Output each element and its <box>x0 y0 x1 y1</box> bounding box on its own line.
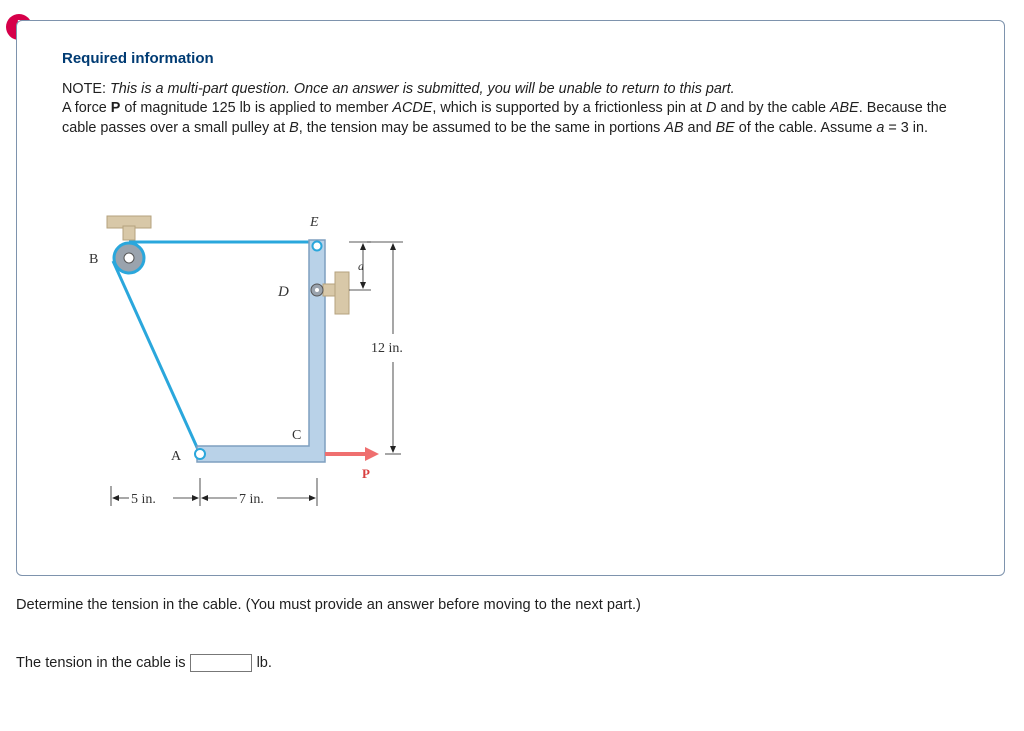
label-a: A <box>171 449 182 464</box>
pin-a <box>195 449 205 459</box>
dim-5-arrow-left <box>112 495 119 501</box>
label-12in: 12 in. <box>371 341 403 356</box>
dim-7-arrow-right <box>309 495 316 501</box>
mechanism-diagram <box>67 196 427 516</box>
pin-e <box>313 242 322 251</box>
required-information-title: Required information <box>62 50 214 67</box>
tension-answer-input[interactable] <box>190 654 252 672</box>
label-b: B <box>89 252 99 267</box>
required-information-panel <box>16 20 1005 576</box>
dim-a-arrow-up <box>360 243 366 250</box>
pin-d-hub <box>315 288 319 292</box>
dim-12-arrow-down <box>390 446 396 453</box>
label-e: E <box>310 215 319 230</box>
label-p: P <box>362 466 370 481</box>
dim-7-arrow-left <box>201 495 208 501</box>
force-symbol: P <box>110 100 121 117</box>
portion-ab: AB <box>664 119 684 136</box>
label-a-dim: a <box>358 259 364 273</box>
problem-statement <box>62 80 962 138</box>
variable-a: a <box>876 119 885 136</box>
pin-d-wall <box>335 272 349 314</box>
label-7in: 7 in. <box>239 492 264 507</box>
cable-ab <box>113 261 200 454</box>
member-acde <box>197 240 325 462</box>
question-text: Determine the tension in the cable. (You must provide an answer before moving to the next part.) <box>16 597 641 613</box>
note-line <box>62 80 962 99</box>
note-text: This is a multi-part question. Once an answer is submitted, you will be unable to return to this part. <box>109 81 735 97</box>
dim-12-arrow-up <box>390 243 396 250</box>
pin-name: D <box>705 100 717 117</box>
note-prefix: NOTE: <box>62 81 110 97</box>
portion-be: BE <box>715 119 735 136</box>
dim-a-arrow-down <box>360 282 366 289</box>
answer-unit: lb. <box>256 655 272 671</box>
problem-text: A force P of magnitude 125 lb is applied to member ACDE, which is supported by a frictionless pin at D and by the cable ABE. Because the cable passes over a small pulley at B, the tension may be assumed to be the same in portions AB and BE of the cable. Assume a = 3 in. <box>62 100 947 136</box>
dim-5-arrow-right <box>192 495 199 501</box>
pulley-support-post <box>123 226 135 240</box>
member-name: ACDE <box>392 100 433 117</box>
answer-prefix: The tension in the cable is <box>16 655 186 671</box>
answer-row <box>16 654 272 672</box>
force-p-arrowhead <box>365 447 379 461</box>
cable-name: ABE <box>829 100 859 117</box>
pulley-name: B <box>289 119 299 136</box>
label-c: C <box>292 428 302 443</box>
label-d: D <box>278 284 289 300</box>
label-5in: 5 in. <box>131 492 156 507</box>
pulley-b-hub <box>124 253 134 263</box>
